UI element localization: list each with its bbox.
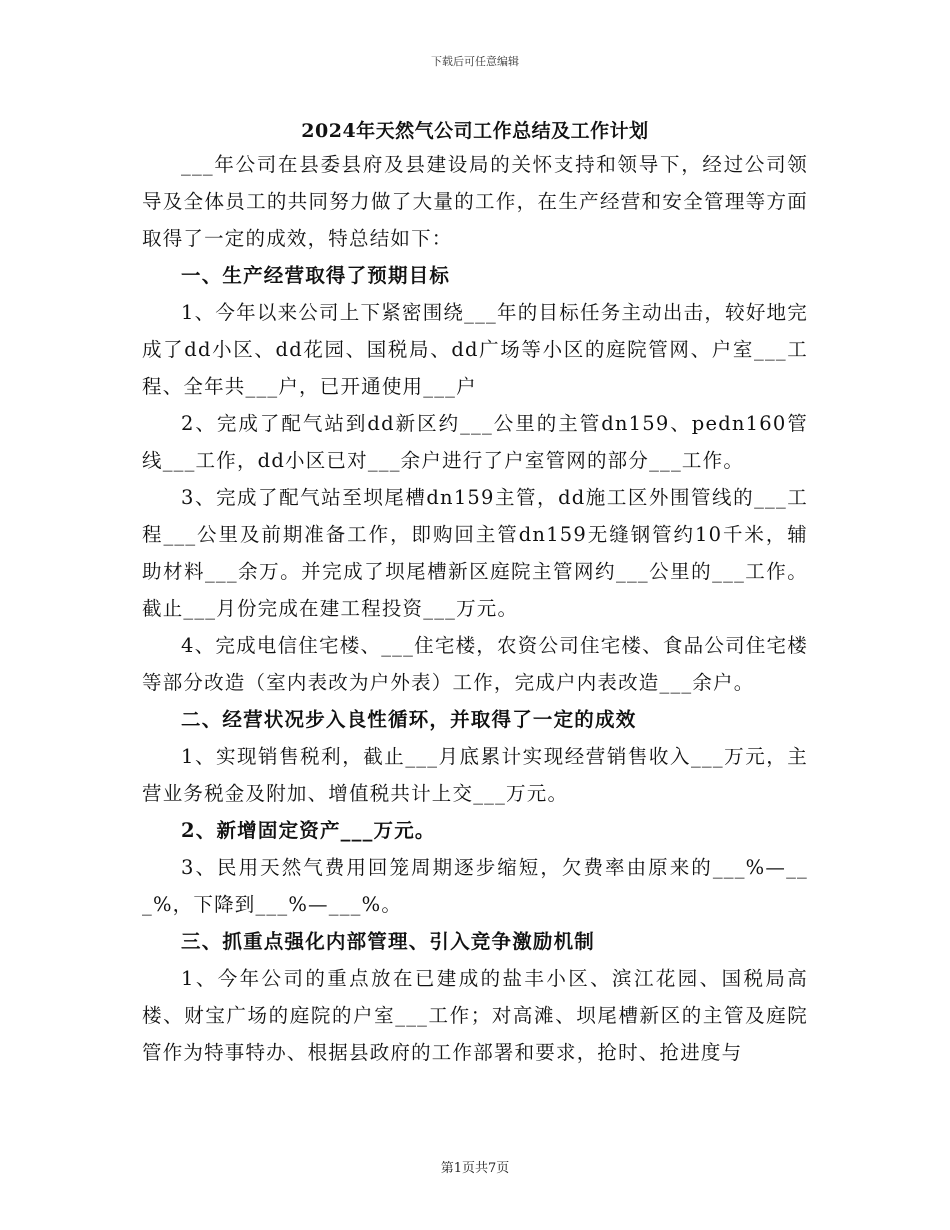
section-heading-2: 二、经营状况步入良性循环，并取得了一定的成效 <box>181 708 637 731</box>
bold-paragraph: 2、新增固定资产___万元。 <box>181 819 436 842</box>
paragraph: 1、今年公司的重点放在已建成的盐丰小区、滨江花园、国税局高楼、财宝广场的庭院的户室___工作；对高滩、坝尾槽新区的主管及庭院管作为特事特办、根据县政府的工作部署和要求，抢时、抢进度与 <box>142 967 808 1064</box>
paragraph: 1、今年以来公司上下紧密围绕___年的目标任务主动出击，较好地完成了dd小区、dd花园、国税局、dd广场等小区的庭院管网、户室___工程、全年共___户，已开通使用___户 <box>142 301 808 398</box>
page-number-footer: 第1页共7页 <box>440 1161 510 1176</box>
paragraph: 4、完成电信住宅楼、___住宅楼，农资公司住宅楼、食品公司住宅楼等部分改造（室内表改为户外表）工作，完成户内表改造___余户。 <box>142 634 808 694</box>
document-body <box>142 146 808 1071</box>
document-title: 2024年天然气公司工作总结及工作计划 <box>301 120 649 142</box>
paragraph: 1、实现销售税利，截止___月底累计实现经营销售收入___万元，主营业务税金及附加、增值税共计上交___万元。 <box>142 745 808 805</box>
paragraph: 3、民用天然气费用回笼周期逐步缩短，欠费率由原来的___%—___%，下降到___%—___%。 <box>142 856 808 916</box>
paragraph-intro: ___年公司在县委县府及县建设局的关怀支持和领导下，经过公司领导及全体员工的共同努力做了大量的工作，在生产经营和安全管理等方面取得了一定的成效，特总结如下： <box>142 153 808 250</box>
header-note: 下载后可任意编辑 <box>431 55 519 68</box>
paragraph: 3、完成了配气站至坝尾槽dn159主管，dd施工区外围管线的___工程___公里及前期准备工作，即购回主管dn159无缝钢管约10千米，辅助材料___余万。并完成了坝尾槽新区庭院主管网约___公里的___工作。截止___月份完成在建工程投资___万元。 <box>142 486 808 620</box>
section-heading-3: 三、抓重点强化内部管理、引入竞争激励机制 <box>181 930 596 953</box>
section-heading-1: 一、生产经营取得了预期目标 <box>181 264 451 287</box>
paragraph: 2、完成了配气站到dd新区约___公里的主管dn159、pedn160管线___工作，dd小区已对___余户进行了户室管网的部分___工作。 <box>142 412 808 472</box>
